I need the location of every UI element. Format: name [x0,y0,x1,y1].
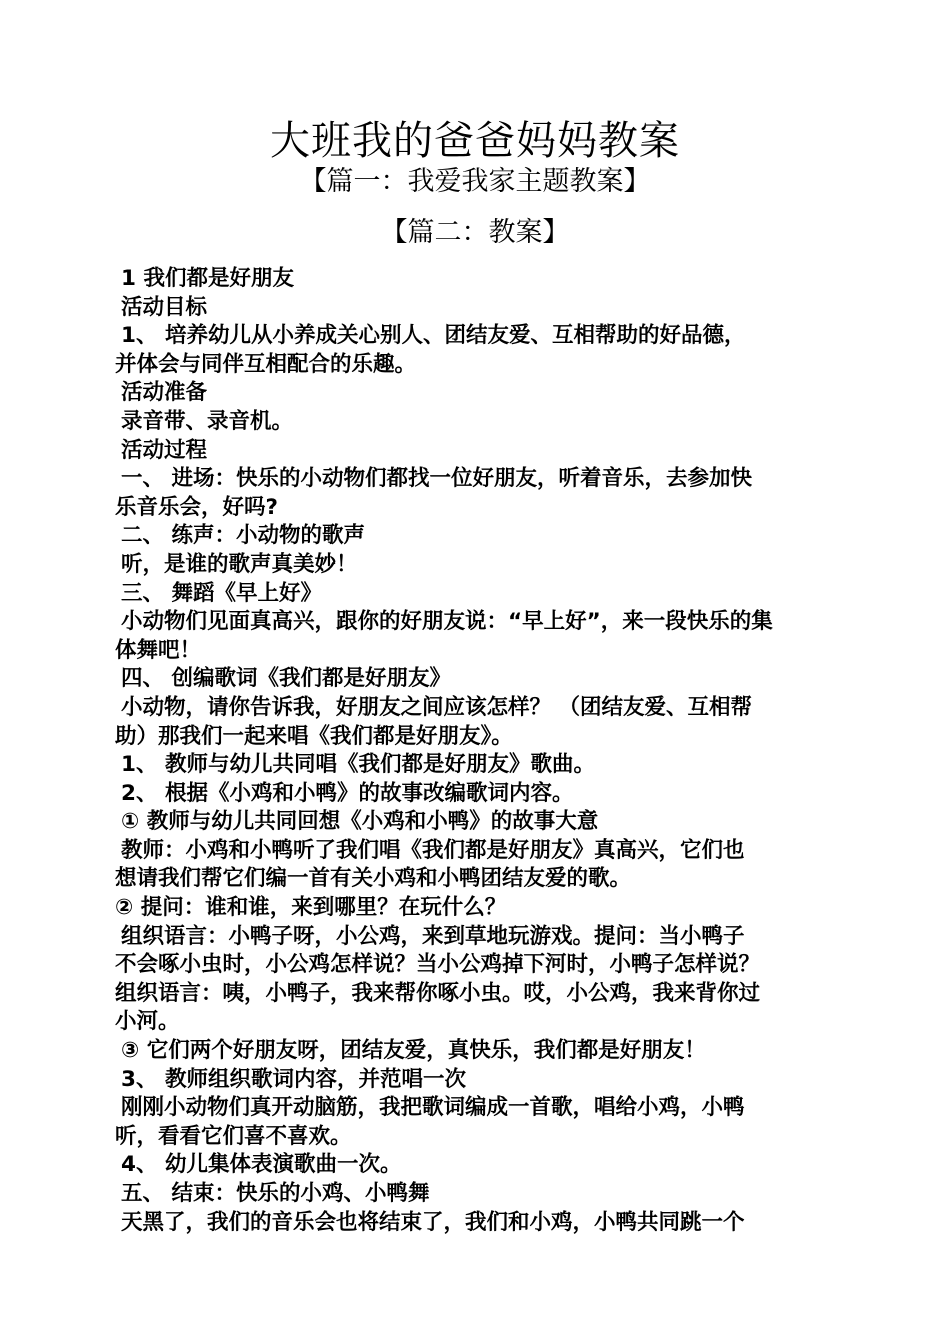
subtitle-two: 【篇二：教案】 [380,217,570,248]
text-line: 小动物们见面真高兴，跟你的好朋友说：“早上好”，来一段快乐的集 [121,609,773,635]
text-line: 小河。 [115,1009,180,1035]
text-line: 录音带、录音机。 [121,408,294,434]
text-line: ③ 它们两个好朋友呀，团结友爱，真快乐，我们都是好朋友！ [121,1038,706,1064]
subtitle-one: 【篇一：我爱我家主题教案】 [299,166,651,197]
text-line: 活动目标 [121,294,208,320]
text-line: 听，是谁的歌声真美妙！ [121,551,358,577]
text-line: 1 我们都是好朋友 [121,266,294,291]
text-line: 刚刚小动物们真开动脑筋，我把歌词编成一首歌，唱给小鸡，小鸭 [121,1095,745,1121]
text-line: 四、 创编歌词《我们都是好朋友》 [121,666,451,692]
text-line: 三、 舞蹈《早上好》 [121,580,322,606]
text-line: 听，看看它们喜不喜欢。 [115,1123,352,1149]
text-line: 活动准备 [121,380,208,406]
text-line: 体舞吧！ [115,637,202,663]
text-line: 组织语言：咦，小鸭子，我来帮你啄小虫。哎，小公鸡，我来背你过 [115,980,761,1006]
text-line: 活动过程 [121,437,208,463]
text-line: 并体会与同伴互相配合的乐趣。 [115,351,417,377]
text-line: 乐音乐会，好吗? [115,494,278,520]
text-line: 小动物，请你告诉我，好朋友之间应该怎样？ （团结友爱、互相帮 [121,694,752,720]
text-line: 五、 结束：快乐的小鸡、小鸭舞 [121,1181,430,1206]
text-line: 教师：小鸡和小鸭听了我们唱《我们都是好朋友》真高兴，它们也 [121,837,745,863]
text-line: 天黑了，我们的音乐会也将结束了，我们和小鸡，小鸭共同跳一个 [121,1209,745,1235]
page-title: 大班我的爸爸妈妈教案 [270,118,680,164]
text-line: 助）那我们一起来唱《我们都是好朋友》。 [115,723,513,749]
text-line: 二、 练声：小动物的歌声 [121,523,365,549]
text-line: 4、 幼儿集体表演歌曲一次。 [121,1152,402,1178]
text-line: 不会啄小虫时，小公鸡怎样说？当小公鸡掉下河时，小鸭子怎样说？ [115,952,761,978]
text-line: 一、 进场：快乐的小动物们都找一位好朋友，听着音乐，去参加快 [121,466,752,492]
text-line: 1、 培养幼儿从小养成关心别人、团结友爱、互相帮助的好品德， [121,323,746,349]
text-line: 想请我们帮它们编一首有关小鸡和小鸭团结友爱的歌。 [115,866,632,892]
text-line: 3、 教师组织歌词内容，并范唱一次 [121,1066,466,1092]
text-line: 组织语言：小鸭子呀，小公鸡，来到草地玩游戏。提问：当小鸭子 [121,923,745,949]
text-line: 1、 教师与幼儿共同唱《我们都是好朋友》歌曲。 [121,752,595,778]
text-line: ② 提问：谁和谁，来到哪里？在玩什么？ [115,895,507,921]
text-line: ① 教师与幼儿共同回想《小鸡和小鸭》的故事大意 [121,809,599,835]
text-line: 2、 根据《小鸡和小鸭》的故事改编歌词内容。 [121,780,574,806]
lesson-body [115,265,845,1237]
